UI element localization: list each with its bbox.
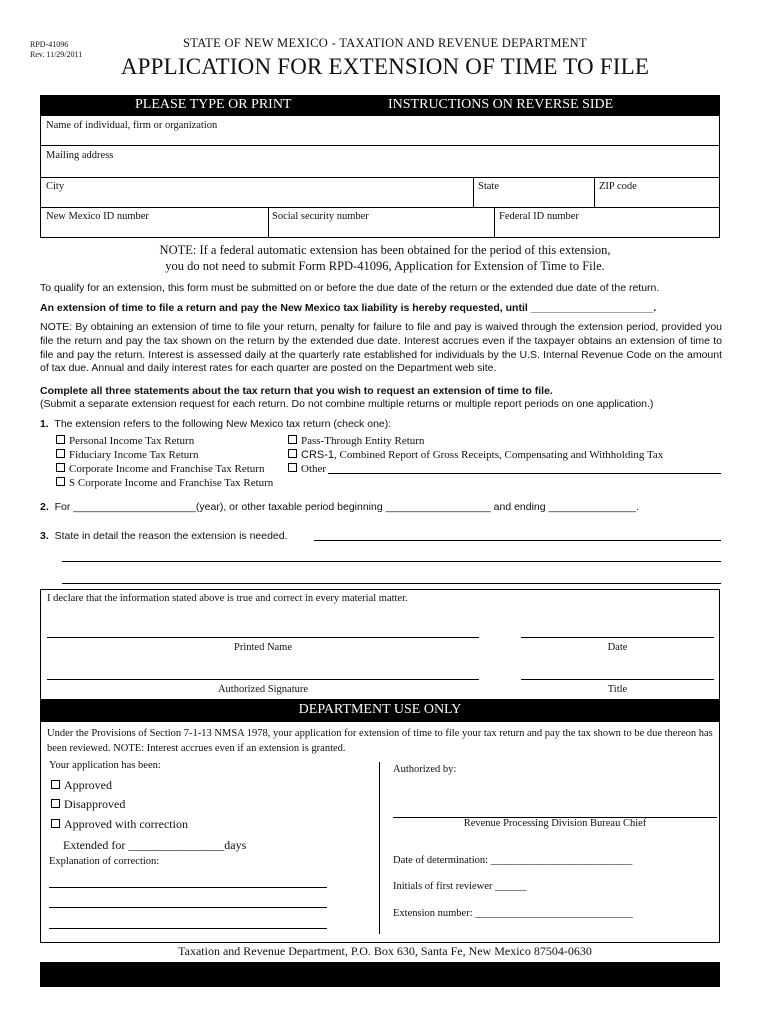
name-field[interactable]: Name of individual, firm or organization [46, 120, 218, 131]
return-option-s-corporate[interactable]: S Corporate Income and Franchise Tax Return [56, 476, 273, 490]
complete-statements-text: Complete all three statements about the tax return that you wish to request an extension of time to file. [40, 385, 553, 397]
explanation-label: Explanation of correction: [49, 856, 160, 867]
zip-code-field[interactable]: ZIP code [599, 181, 637, 192]
approved-option[interactable]: Approved [51, 778, 112, 792]
declaration-box [40, 589, 720, 701]
question-1: 1. The extension refers to the following New Mexico tax return (check one): [40, 418, 392, 430]
page-title: APPLICATION FOR EXTENSION OF TIME TO FILE [120, 54, 650, 79]
ssn-field[interactable]: Social security number [272, 211, 369, 222]
reason-line-2[interactable] [62, 561, 721, 562]
checkbox-icon[interactable] [288, 449, 297, 458]
federal-id-field[interactable]: Federal ID number [499, 211, 579, 222]
signature-label: Authorized Signature [217, 684, 309, 695]
form-number: RPD-41096 [30, 40, 69, 49]
state-field[interactable]: State [478, 181, 499, 192]
provisions-text: Under the Provisions of Section 7-1-13 NMSA 1978, your application for extension of time to file your tax return and pay the tax shown to be due thereon has been reviewed. NOTE: Interest accrues even if an extension is granted. [47, 728, 713, 754]
penalty-note: NOTE: By obtaining an extension of time to file your return, penalty for failure to file and pay is waived through the extension period, provided you file the return and pay the tax shown on the return by the extended due date. Interest accrues even if the taxpayer obtains an extension of time to file and pay the return. Interest is assessed daily at the quarterly rate established for individuals by the U.S. Internal Revenue Code on the amount of tax due. Annual and daily interest rates for each quarter are posted on the Department web site. [40, 321, 722, 375]
disapproved-option[interactable]: Disapproved [51, 797, 125, 811]
title-line[interactable] [521, 679, 714, 680]
checkbox-icon[interactable] [56, 449, 65, 458]
taxpayer-info-box [40, 115, 720, 238]
declaration-text: I declare that the information stated above is true and correct in every material matter. [47, 593, 408, 604]
checkbox-icon[interactable] [51, 799, 60, 808]
department-use-bar: DEPARTMENT USE ONLY [40, 699, 720, 721]
returns-left-column [56, 434, 273, 490]
footer-address: Taxation and Revenue Department, P.O. Box 630, Santa Fe, New Mexico 87504-0630 [178, 944, 592, 958]
checkbox-icon[interactable] [288, 435, 297, 444]
signature-line[interactable] [47, 679, 479, 680]
explanation-line-1[interactable] [49, 887, 327, 888]
return-option-other[interactable]: Other [288, 462, 663, 476]
return-option-corporate[interactable]: Corporate Income and Franchise Tax Return [56, 462, 273, 476]
city-field[interactable]: City [46, 181, 65, 192]
mailing-address-field[interactable]: Mailing address [46, 150, 114, 161]
nm-id-field[interactable]: New Mexico ID number [46, 211, 149, 222]
checkbox-icon[interactable] [56, 477, 65, 486]
printed-name-label: Printed Name [233, 642, 293, 653]
returns-right-column [288, 434, 663, 476]
qualify-text: To qualify for an extension, this form must be submitted on or before the due date of the return or the extended due date of the return. [40, 282, 660, 294]
extended-days[interactable]: Extended for ________________days [63, 838, 247, 852]
reason-line-1[interactable] [314, 540, 721, 541]
bureau-chief-label: Revenue Processing Division Bureau Chief [463, 818, 647, 829]
department-use-box [40, 721, 720, 943]
department-name: STATE OF NEW MEXICO - TAXATION AND REVENUE DEPARTMENT [183, 36, 587, 50]
checkbox-icon[interactable] [51, 819, 60, 828]
instructions-bar [40, 95, 720, 115]
title-label: Title [607, 684, 628, 695]
checkbox-icon[interactable] [56, 463, 65, 472]
federal-extension-note: NOTE: If a federal automatic extension has been obtained for the period of this extension, you do not need to submit Form RPD-41096, Application for Extension of Time to File. [159, 243, 611, 273]
type-or-print-label: PLEASE TYPE OR PRINT [135, 97, 292, 112]
date-label: Date [607, 642, 628, 653]
instructions-label: INSTRUCTIONS ON REVERSE SIDE [388, 97, 614, 112]
extension-number[interactable]: Extension number: ______________________________ [393, 908, 633, 919]
approved-with-correction-option[interactable]: Approved with correction [51, 817, 188, 831]
checkbox-icon[interactable] [56, 435, 65, 444]
authorized-by-label: Authorized by: [393, 764, 457, 775]
explanation-line-3[interactable] [49, 928, 327, 929]
return-option-personal[interactable]: Personal Income Tax Return [56, 434, 273, 448]
explanation-line-2[interactable] [49, 907, 327, 908]
return-option-pass-through[interactable]: Pass-Through Entity Return [288, 434, 663, 448]
date-of-determination[interactable]: Date of determination: ___________________________ [393, 855, 633, 866]
checkbox-icon[interactable] [288, 463, 297, 472]
question-2: 2. For _____________________(year), or other taxable period beginning __________________ and ending _______________. [40, 501, 640, 513]
return-option-crs1[interactable]: CRS-1, Combined Report of Gross Receipts, Compensating and Withholding Tax [288, 448, 663, 462]
application-status-label: Your application has been: [49, 760, 161, 771]
initials-reviewer[interactable]: Initials of first reviewer ______ [393, 881, 527, 892]
separate-request-text: (Submit a separate extension request for each return. Do not combine multiple returns or multiple report periods on one application.) [40, 398, 654, 410]
form-revision: Rev. 11/29/2011 [30, 50, 83, 59]
question-3: 3. State in detail the reason the extension is needed. [40, 530, 288, 542]
date-line[interactable] [521, 637, 714, 638]
footer-bar [40, 962, 720, 987]
other-return-line[interactable] [328, 473, 721, 474]
printed-name-line[interactable] [47, 637, 479, 638]
checkbox-icon[interactable] [51, 780, 60, 789]
reason-line-3[interactable] [62, 583, 721, 584]
return-option-fiduciary[interactable]: Fiduciary Income Tax Return [56, 448, 273, 462]
extension-request-text: An extension of time to file a return and pay the New Mexico tax liability is hereby requested, until _____________________. [40, 302, 657, 314]
